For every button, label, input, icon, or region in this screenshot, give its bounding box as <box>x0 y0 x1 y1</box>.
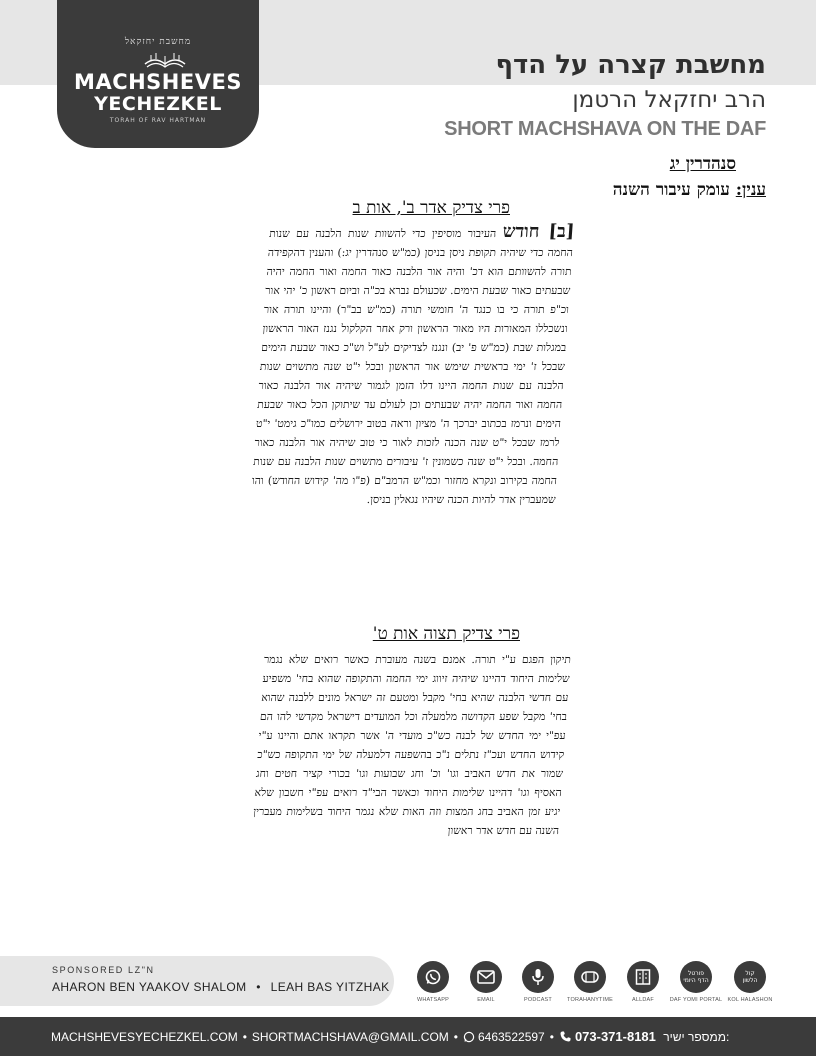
source-excerpt-2 <box>251 650 571 840</box>
whatsapp-icon <box>463 1031 475 1043</box>
torahanytime-link[interactable] <box>560 961 620 1003</box>
kolhalashon-icon <box>734 961 766 993</box>
footer-whatsapp-number[interactable]: 6463522597 <box>477 1030 545 1044</box>
dafyomiportal-icon <box>680 961 712 993</box>
alldaf-icon <box>627 961 659 993</box>
logo-hebrew: מחשבת יחזקאל <box>124 37 192 47</box>
footer-email[interactable]: SHORTMACHSHAVA@GMAIL.COM <box>251 1030 449 1044</box>
alldaf-label: ALLDAF <box>632 997 654 1003</box>
email-label: EMAIL <box>477 997 495 1003</box>
podcast-icon <box>522 961 554 993</box>
rabbi-name: הרב יחזקאל הרטמן <box>572 87 766 113</box>
whatsapp-link[interactable] <box>403 961 463 1003</box>
kolhalashon-link[interactable] <box>720 961 780 1003</box>
torahanytime-label: TORAHANYTIME <box>567 997 613 1003</box>
footer-bar <box>0 1017 816 1056</box>
dafyomiportal-link[interactable] <box>666 961 726 1003</box>
topic-line <box>613 180 766 200</box>
kolhalashon-mini-text: קול הלשון <box>742 970 758 984</box>
sponsor-name-2: LEAH BAS YITZHAK <box>270 980 390 994</box>
footer-direct-label: ממספר ישיר: <box>663 1030 730 1044</box>
page-title: מחשבת קצרה על הדף <box>495 50 766 80</box>
logo[interactable] <box>57 0 259 148</box>
sponsor-label: SPONSORED LZ"N <box>52 965 155 975</box>
alldaf-link[interactable] <box>613 961 673 1003</box>
footer-contact <box>51 1029 729 1044</box>
whatsapp-icon <box>417 961 449 993</box>
masechta-title: סנהדרין יג <box>669 154 736 174</box>
english-subtitle: SHORT MACHSHAVA ON THE DAF <box>444 118 766 140</box>
torahanytime-icon <box>574 961 606 993</box>
source-title-1: פרי צדיק אדר ב', אות ב <box>352 198 510 218</box>
podcast-label: PODCAST <box>524 997 552 1003</box>
logo-tagline: TORAH OF RAV HARTMAN <box>109 117 207 124</box>
footer-direct-number[interactable]: 073-371-8181 <box>574 1029 656 1044</box>
whatsapp-label: WHATSAPP <box>416 997 450 1003</box>
footer-website[interactable]: MACHSHEVESYECHEZKEL.COM <box>51 1030 238 1044</box>
topic-label: ענין: <box>735 180 766 200</box>
dafyomiportal-label: DAF YOMI PORTAL <box>669 997 723 1003</box>
podcast-link[interactable] <box>508 961 568 1003</box>
logo-line2: YECHEZKEL <box>94 93 222 115</box>
open-book-icon <box>143 50 187 70</box>
sponsor-name-1: AHARON BEN YAAKOV SHALOM <box>52 980 247 994</box>
footer-dot: • <box>453 1030 458 1044</box>
logo-line1: MACHSHEVES <box>74 70 242 94</box>
footer-dot: • <box>242 1030 247 1044</box>
email-icon <box>470 961 502 993</box>
sponsor-banner <box>0 956 394 1006</box>
dafyomiportal-mini-text: פורטל הדף היומי <box>683 970 709 984</box>
email-link[interactable] <box>456 961 516 1003</box>
source-lead-word: [ב] חודש <box>502 221 576 242</box>
sponsor-separator: • <box>256 980 261 994</box>
source-body-2: תיקון הפגם ע"י תורה. אמנם בשנה מעוברת כאשר רואים שלא נגמר שלימות היחוד דהיינו שיהיה זיווג ימי החמה והתקופה שהוא בחי' משפיע עם חדשי הלבנה שהיא בחי' מקבל ומטעם זה ישראל מונים ללבנה שהוא בחי' מקבל שפע הקדושה מלמעלה וכל המועדים דישראל מקדשי להו הם עפ"י ימי החדש של לבנה כש"כ מועדי ה' אשר תקראו אתם והיינו ע"י קידוש החדש ועכ"ז נתלים נ"כ בהשפעה דלמעלה של ימי התקופה כש"כ שמור את חדש האביב וגו' וכ' וחג שבועות וגו' בכורי קציר חטים וחג האסיף וגו' דהיינו שלימות היחוד וכאשר הבי"ד רואים עפ"י חשבון שלא יגיע זמן האביב בחג המצות וזה האות שלא נגמר היחוד בשלימות מעברין השנה עם חדש אדר ראשון <box>252 653 572 837</box>
source-title-2: פרי צדיק תצוה אות ט' <box>372 624 520 644</box>
sponsor-names <box>52 980 390 994</box>
source-body-1: העיבור מוסיפין כדי להשוות שנות הלבנה עם שנות החמה כדי שיהיה תקופת ניסן בניסן (כמ"ש סנהדרין יג:) והענין דהקפידה תורה להשוותם הוא דכ' והיה אור הלבנה כאור החמה ואור החמה יהיה שבעתים כאור שבעת הימים. שכעולם נברא בכ"ה וביום ראשון כ' יהי אור וכ"פ תורה כי בו כנגד ה' חומשי תורה (כמ"ש בב"ר) והיינו תורה אור ונשכללו המאורות היו מאור הראשון ורק אחר הקלקול נגנז האור הראשון במגלות שבת (כמ"ש פ' יב) ונגנז לצדיקים לע"ל וש"כ כאור שבעת הימים שבכל ז' ימי בראשית שימש אור הראשון ובכל י"ט שנה מתשוים שנות הלבנה עם שנות החמה היינו דלו הזמן לגמור שיהיה אור הלבנה כאור החמה ואור החמה יהיה שבעתים וכן לעולם עד שיתוקן הכל כאור שבעת הימים ונרמז בכתוב יברכך ה' מציון וראה בטוב ירושלים כמו"כ גימט' י"ט לרמז שבכל י"ט שנה הכנה לזכות לאור כי טוב שיהיה אור הלבנה כאור החמה. ובכל י"ט שנה כשמונין ז' עיבורים מתשוים שנות הלבנה עם שנות החמה בקירוב ונקרא מחזור וכמ"ש הרמב"ם (פ"ו מה' קידוש החודש) והו שמעברין אדר להיות הכנה שיהיו נגאלין בניסן. <box>251 227 574 506</box>
kolhalashon-label: KOL HALASHON <box>727 997 773 1003</box>
topic-text: עומק עיבור השנה <box>612 180 730 200</box>
phone-icon <box>559 1030 572 1043</box>
source-excerpt-1 <box>250 222 575 509</box>
footer-dot: • <box>549 1030 554 1044</box>
